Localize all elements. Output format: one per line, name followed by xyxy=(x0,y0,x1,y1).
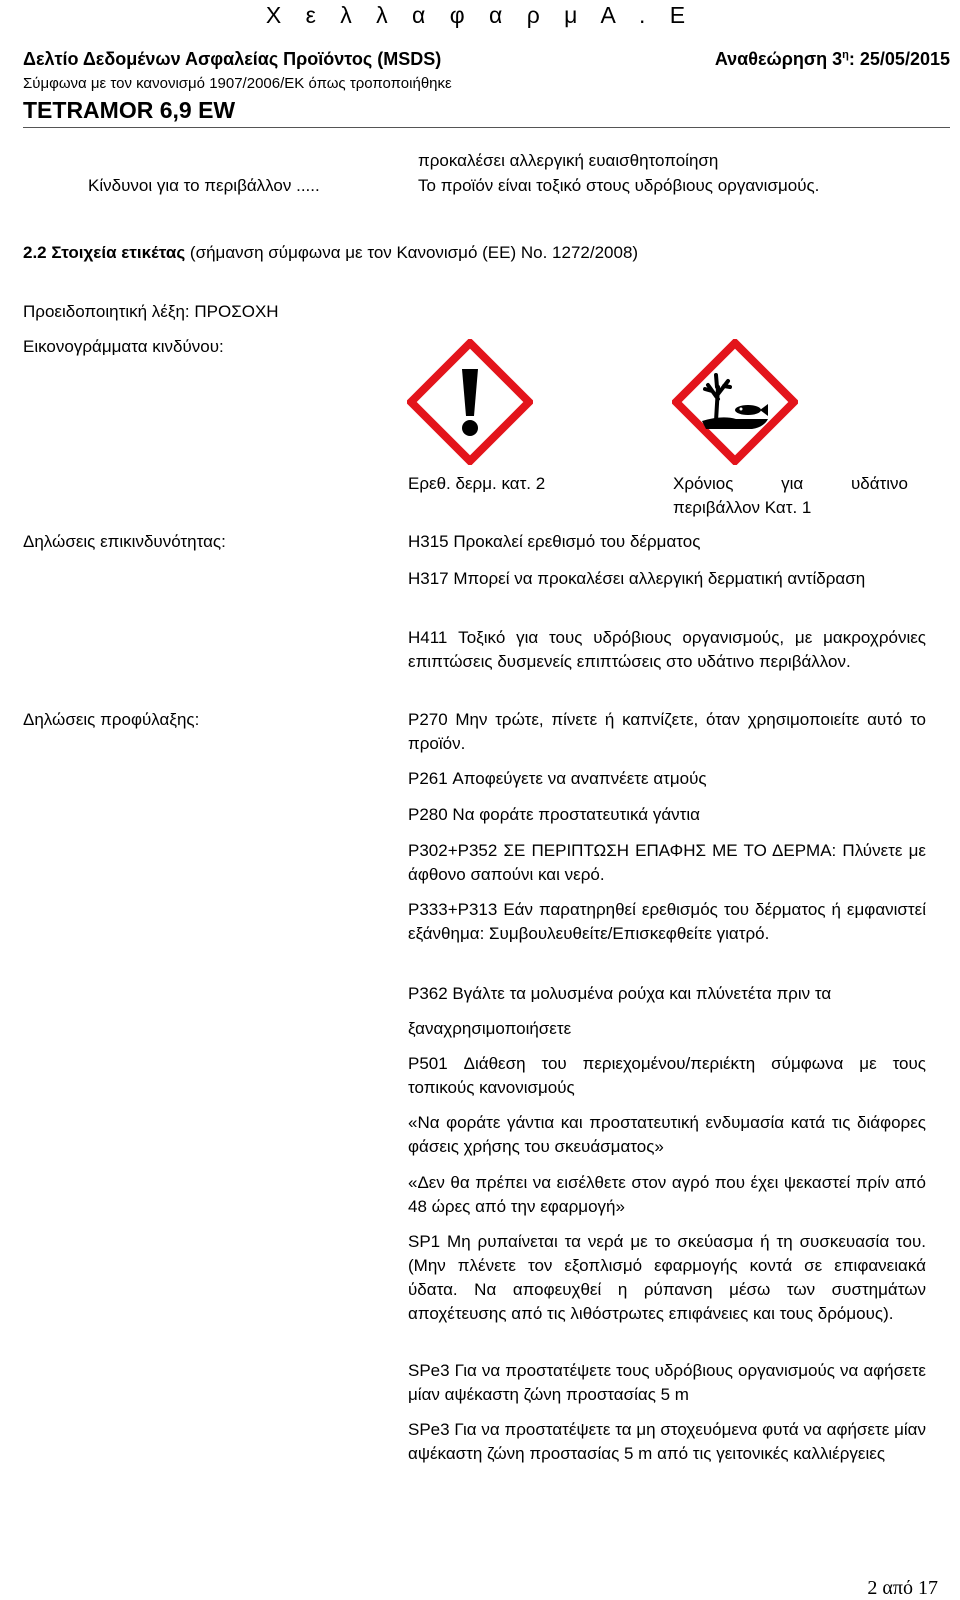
precautionary-p501: P501 Διάθεση του περιεχομένου/περιέκτη σύμφωνα με τους τοπικούς κανονισμούς xyxy=(408,1054,926,1097)
signal-word: Προειδοποιητική λέξη: ΠΡΟΣΟΧΗ xyxy=(23,302,279,321)
precautionary-p362-cont: ξαναχρησιμοποιήσετε xyxy=(408,1019,572,1038)
prev-hazard-text: προκαλέσει αλλεργική ευαισθητοποίηση xyxy=(418,151,719,170)
msds-title xyxy=(23,49,950,70)
revision-prefix: Αναθεώρηση 3 xyxy=(714,49,843,69)
pictogram-2-caption-line2: περιβάλλον Κατ. 1 xyxy=(673,498,812,517)
hazard-statement-h315: H315 Προκαλεί ερεθισμό του δέρματος xyxy=(408,532,701,551)
env-hazard-text: Το προϊόν είναι τοξικό στους υδρόβιους οργανισμούς. xyxy=(418,176,820,195)
precautionary-gloves: «Να φοράτε γάντια και προστατευτική ενδυμασία κατά τις διάφορες φάσεις χρήσης του σκευάσματος» xyxy=(408,1113,926,1156)
section-2-2-heading-rest: (σήμανση σύμφωνα με τον Κανονισμό (ΕΕ) Νο. 1272/2008) xyxy=(185,243,639,262)
pictogram-2-caption-line1: Χρόνιος για υδάτινο xyxy=(673,474,908,493)
precautionary-label: Δηλώσεις προφύλαξης: xyxy=(23,710,200,729)
product-name: TETRAMOR 6,9 EW xyxy=(23,97,236,123)
section-2-2-heading-bold: 2.2 Στοιχεία ετικέτας xyxy=(23,243,186,262)
environment-pictogram xyxy=(672,339,798,465)
header-divider xyxy=(23,127,950,128)
revision xyxy=(715,49,950,70)
hazard-statement-h411: H411 Τοξικό για τους υδρόβιους οργανισμούς, με μακροχρόνιες επιπτώσεις δυσμενείς επιπτώσεις στο υδάτινο περιβάλλον. xyxy=(408,628,926,671)
precautionary-p280: P280 Να φοράτε προστατευτικά γάντια xyxy=(408,805,700,824)
precautionary-p302-p352: P302+P352 ΣΕ ΠΕΡΙΠΤΩΣΗ ΕΠΑΦΗΣ ΜΕ ΤΟ ΔΕΡΜΑ: Πλύνετε με άφθονο σαπούνι και νερό. xyxy=(408,841,926,884)
company-name: Χ ε λ λ α φ α ρ μ Α . Ε xyxy=(265,2,695,28)
pictogram-1-caption: Ερεθ. δερμ. κατ. 2 xyxy=(408,474,546,493)
precautionary-reentry: «Δεν θα πρέπει να εισέλθετε στον αγρό που έχει ψεκαστεί πρίν από 48 ώρες από την εφαρμογή» xyxy=(408,1173,926,1216)
section-2-2-heading xyxy=(23,241,638,265)
precautionary-sp1: SP1 Μη ρυπαίνεται τα νερά με το σκεύασμα ή τη συσκευασία του. (Μην πλένετε τον εξοπλισμό εφαρμογής κοντά σε επιφανειακά ύδατα. Να αποφευχθεί η ρύπανση μέσω των συστημάτων αποχέτευσης από τις λιθόστρωτες επιφάνειες και τους δρόμους). xyxy=(408,1232,926,1323)
revision-sup: η xyxy=(842,49,849,61)
precautionary-p261: P261 Αποφεύγετε να αναπνέετε ατμούς xyxy=(408,769,707,788)
precautionary-spe3-aquatic: SPe3 Για να προστατέψετε τους υδρόβιους οργανισμούς να αφήσετε μίαν αψέκαστη ζώνη προστασίας 5 m xyxy=(408,1361,926,1404)
hazard-statement-h317: H317 Μπορεί να προκαλέσει αλλεργική δερματική αντίδραση xyxy=(408,569,866,588)
hazard-statements-label: Δηλώσεις επικινδυνότητας: xyxy=(23,532,226,551)
pictogram-2-caption xyxy=(673,472,908,520)
env-hazard-label: Κίνδυνοι για το περιβάλλον ..... xyxy=(88,176,320,195)
revision-date: : 25/05/2015 xyxy=(848,49,950,69)
precautionary-p362: P362 Βγάλτε τα μολυσμένα ρούχα και πλύνετέτα πριν τα xyxy=(408,984,832,1003)
regulation-note: Σύμφωνα με τον κανονισμό 1907/2006/ΕΚ όπως τροποποιήθηκε xyxy=(23,75,452,92)
precautionary-spe3-plants: SPe3 Για να προστατέψετε τα μη στοχευόμενα φυτά να αφήσετε μίαν αψέκαστη ζώνη προστασίας 5 m από τις γειτονικές καλλιέργειες xyxy=(408,1420,926,1463)
page-number: 2 από 17 xyxy=(867,1577,938,1599)
msds-title-text: Δελτίο Δεδομένων Ασφαλείας Προϊόντος (MSDS) xyxy=(23,49,442,69)
precautionary-p333-p313: P333+P313 Εάν παρατηρηθεί ερεθισμός του δέρματος ή εμφανιστεί εξάνθημα: Συμβουλευθείτε/Επισκεφθείτε γιατρό. xyxy=(408,900,926,943)
pictograms-label: Εικονογράμματα κινδύνου: xyxy=(23,337,224,356)
exclamation-mark-pictogram xyxy=(407,339,533,465)
precautionary-p270: P270 Μην τρώτε, πίνετε ή καπνίζετε, όταν χρησιμοποιείτε αυτό το προϊόν. xyxy=(408,710,926,753)
